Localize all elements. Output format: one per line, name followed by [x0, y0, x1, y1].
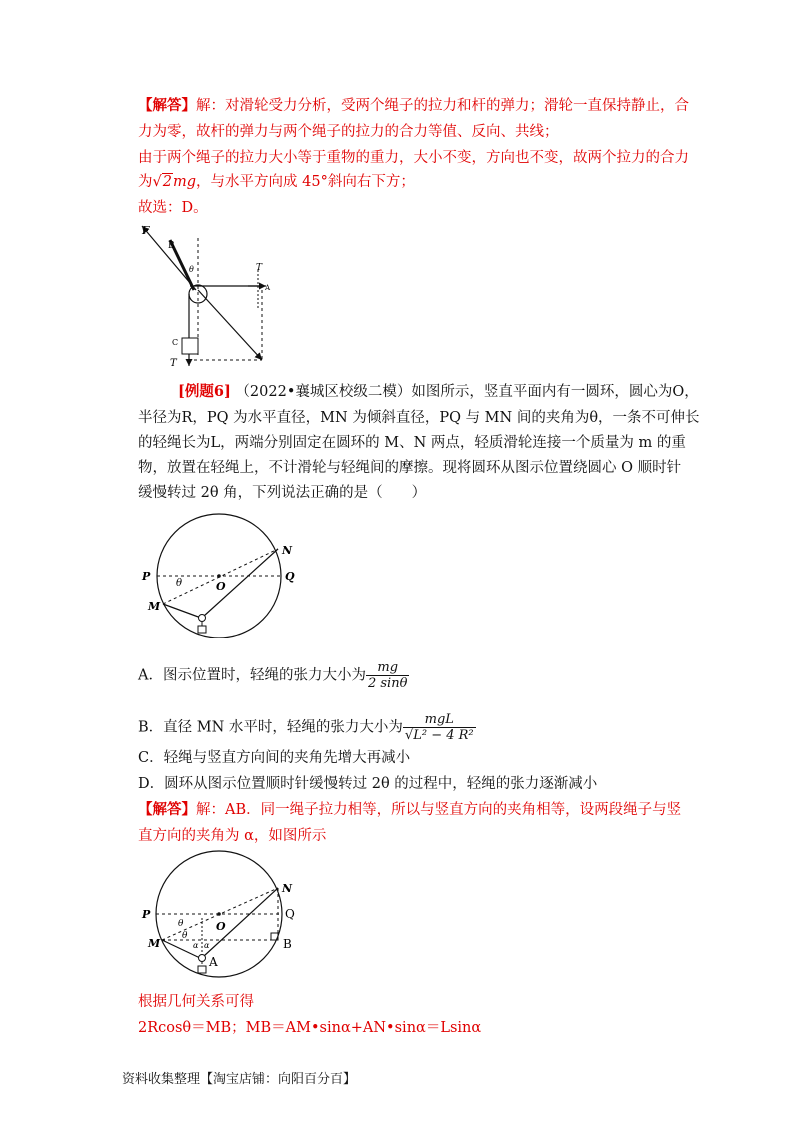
label-b: B: [168, 241, 175, 251]
label-theta-2: θ: [182, 931, 188, 941]
option-a-text: A．图示位置时，轻绳的张力大小为: [138, 667, 366, 684]
label-o: O: [216, 920, 226, 933]
circle-construction-diagram: [138, 848, 308, 980]
option-b[interactable]: [138, 712, 476, 743]
example-text1: （2022•襄城区校级二模）如图所示，竖直平面内有一圆环，圆心为O，: [235, 384, 699, 400]
rope-m: [163, 604, 201, 618]
option-a[interactable]: [138, 660, 409, 691]
option-b-text: B．直径 MN 水平时，轻绳的张力大小为: [138, 719, 403, 736]
circle-diagram: [138, 512, 308, 638]
option-b-denominator: √L² − 4 R²: [404, 728, 474, 743]
weight: [198, 966, 206, 973]
answer1-mg: mg: [172, 174, 197, 190]
label-o: O: [216, 580, 226, 593]
answer1-line2: 力为零，故杆的弹力与两个绳子的拉力的合力等值、反向、共线；: [138, 124, 559, 140]
pulley: [199, 615, 206, 622]
label-p: P: [142, 570, 151, 583]
answer1-text1: 解：对滑轮受力分析，受两个绳子的拉力和杆的弹力；滑轮一直保持静止，合: [196, 98, 689, 114]
option-c[interactable]: C．轻绳与竖直方向间的夹角先增大再减小: [138, 750, 411, 766]
label-t-top: T: [256, 263, 263, 273]
answer2-tag: 【解答】: [138, 801, 196, 818]
label-m: M: [148, 937, 161, 950]
label-m: M: [148, 600, 161, 613]
answer1-l4-post: ，与水平方向成 45°斜向右下方；: [196, 174, 415, 190]
label-f: F: [142, 224, 150, 237]
example-line3: 的轻绳长为L，两端分别固定在圆环的 M、N 两点，轻质滑轮连接一个质量为 m 的重: [138, 435, 686, 451]
weight: [198, 626, 206, 633]
answer2-text1: 解：AB．同一绳子拉力相等，所以与竖直方向的夹角相等，设两段绳子与竖: [196, 802, 682, 818]
example-line5: 缓慢转过 2θ 角，下列说法正确的是（ ）: [138, 485, 427, 501]
pulley-force-diagram: [138, 218, 278, 368]
example-line4: 物，放置在轻绳上，不计滑轮与轻绳间的摩擦。现将圆环从图示位置绕圆心 O 顺时针: [138, 460, 682, 476]
sqrt-radicand: 2: [162, 174, 172, 190]
label-n: N: [282, 882, 293, 895]
answer1-line1: [138, 96, 689, 116]
label-n: N: [282, 544, 293, 557]
label-p: P: [142, 908, 151, 921]
option-b-fraction: [403, 712, 476, 743]
option-b-numerator: mgL: [403, 712, 476, 728]
label-c: C: [172, 338, 179, 347]
example-line2: 半径为R，PQ 为水平直径，MN 为倾斜直径，PQ 与 MN 间的夹角为θ，一条不可伸长: [138, 410, 700, 426]
label-b: B: [283, 937, 292, 951]
answer-tag: 【解答】: [138, 97, 196, 114]
option-a-denominator: 2 sinθ: [367, 676, 408, 691]
option-d[interactable]: D．圆环从图示位置顺时针缓慢转过 2θ 的过程中，轻绳的张力逐渐减小: [138, 776, 598, 792]
label-theta: θ: [176, 578, 183, 589]
example-tag: [例题6]: [178, 383, 231, 400]
answer1-l4-pre: 为: [138, 174, 153, 190]
pulley: [199, 955, 206, 962]
example-line1: [178, 382, 699, 402]
geometry-line2: 2Rcosθ＝MB；MB＝AM•sinα+AN•sinα＝Lsinα: [138, 1020, 482, 1036]
label-a: A: [209, 955, 218, 969]
option-b-radicand: L² − 4 R²: [413, 728, 474, 743]
option-a-numerator: mg: [366, 660, 409, 676]
resultant-diagonal: [198, 290, 262, 360]
label-theta: θ: [189, 265, 194, 274]
geometry-line1: 根据几何关系可得: [138, 994, 254, 1010]
center-dot: [217, 574, 221, 578]
label-a: A: [265, 284, 271, 292]
label-alpha-1: α: [193, 941, 199, 950]
weight-c: [182, 338, 198, 354]
option-a-fraction: [366, 660, 409, 691]
center-dot: [217, 912, 221, 916]
answer2-line2: 直方向的夹角为 α，如图所示: [138, 828, 327, 844]
sqrt-expression: √2: [152, 174, 172, 190]
answer1-line4: [138, 172, 415, 192]
label-q: Q: [285, 570, 295, 583]
answer1-choice: 故选：D。: [138, 200, 208, 216]
label-q: Q: [285, 907, 295, 921]
answer1-line3: 由于两个绳子的拉力大小等于重物的重力，大小不变，方向也不变，故两个拉力的合力: [138, 150, 689, 166]
label-t-bottom: T: [170, 358, 177, 368]
label-alpha-2: α: [204, 941, 210, 950]
label-theta-1: θ: [178, 919, 184, 929]
footer: 资料收集整理【淘宝店铺：向阳百分百】: [122, 1072, 357, 1087]
answer2-line1: [138, 800, 681, 820]
